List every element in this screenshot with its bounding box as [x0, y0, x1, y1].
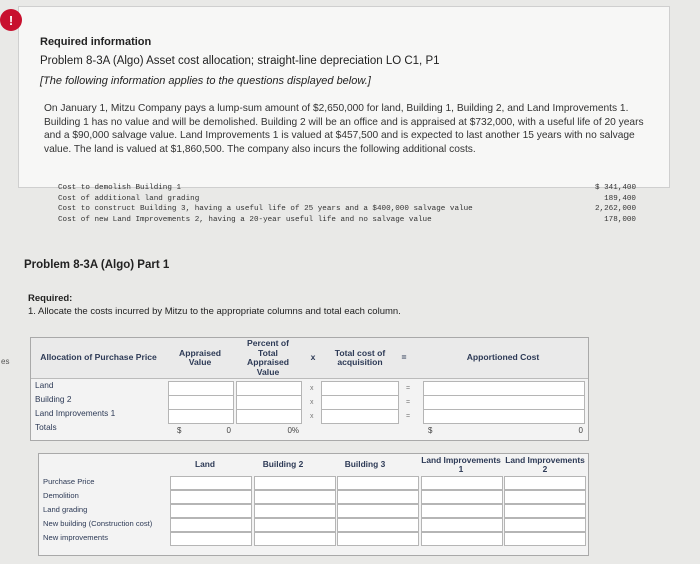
- appraised-input-land-improvements-1[interactable]: [168, 409, 234, 424]
- header-land-improvements-1: Land Improvements 1: [421, 454, 501, 474]
- input-new-improvements-land[interactable]: [170, 532, 252, 546]
- times-icon: x: [310, 399, 314, 406]
- row-label-demolition: Demolition: [43, 491, 79, 500]
- input-demolition-land-improvements-2[interactable]: [504, 490, 586, 504]
- input-new-improvements-land-improvements-1[interactable]: [421, 532, 503, 546]
- input-purchase-price-building-3[interactable]: [337, 476, 419, 490]
- totals-dollar-sign: $: [177, 426, 182, 435]
- header-total-cost: Total cost of acquisition: [334, 347, 386, 367]
- totals-percent-value: 0%: [287, 426, 299, 435]
- required-text: 1. Allocate the costs incurred by Mitzu to the appropriate columns and total each column.: [28, 306, 401, 317]
- cost-row: Cost of additional land grading 189,400: [58, 194, 636, 203]
- equals-icon: =: [406, 413, 411, 420]
- percent-input-building-2[interactable]: [236, 395, 302, 410]
- apportioned-input-land[interactable]: [423, 381, 585, 396]
- input-new-building-land-improvements-2[interactable]: [504, 518, 586, 532]
- input-new-building-land-improvements-1[interactable]: [421, 518, 503, 532]
- input-purchase-price-land-improvements-2[interactable]: [504, 476, 586, 490]
- header-equals-icon: =: [401, 352, 407, 363]
- input-demolition-land-improvements-1[interactable]: [421, 490, 503, 504]
- input-purchase-price-land[interactable]: [170, 476, 252, 490]
- equals-icon: =: [406, 385, 411, 392]
- totals-apportioned-value: 0: [578, 426, 583, 435]
- times-icon: x: [310, 385, 314, 392]
- required-information-title: Required information: [40, 36, 152, 48]
- header-allocation: Allocation of Purchase Price: [40, 352, 157, 363]
- input-demolition-land[interactable]: [170, 490, 252, 504]
- appraised-input-land[interactable]: [168, 381, 234, 396]
- total-cost-input-land-improvements-1[interactable]: [321, 409, 399, 424]
- totals-dollar-sign: $: [428, 426, 433, 435]
- apportioned-input-building-2[interactable]: [423, 395, 585, 410]
- input-new-improvements-land-improvements-2[interactable]: [504, 532, 586, 546]
- input-purchase-price-building-2[interactable]: [254, 476, 336, 490]
- input-demolition-building-2[interactable]: [254, 490, 336, 504]
- applies-note: [The following information applies to the questions displayed below.]: [40, 75, 371, 87]
- apportioned-input-land-improvements-1[interactable]: [423, 409, 585, 424]
- cost-row: Cost of new Land Improvements 2, having a 20-year useful life and no salvage value 178,000: [58, 215, 636, 224]
- row-label-totals: Totals: [35, 422, 57, 432]
- input-new-improvements-building-3[interactable]: [337, 532, 419, 546]
- equals-icon: =: [406, 399, 411, 406]
- appraised-input-building-2[interactable]: [168, 395, 234, 410]
- input-new-building-building-2[interactable]: [254, 518, 336, 532]
- header-building-2: Building 2: [262, 459, 304, 470]
- problem-title: Problem 8-3A (Algo) Asset cost allocation; straight-line depreciation LO C1, P1: [40, 55, 440, 67]
- input-land-grading-land[interactable]: [170, 504, 252, 518]
- input-new-building-building-3[interactable]: [337, 518, 419, 532]
- header-land-improvements-2: Land Improvements 2: [505, 454, 585, 474]
- input-purchase-price-land-improvements-1[interactable]: [421, 476, 503, 490]
- total-cost-input-building-2[interactable]: [321, 395, 399, 410]
- row-label-land-improvements-1: Land Improvements 1: [35, 408, 116, 418]
- row-label-land-grading: Land grading: [43, 505, 88, 514]
- input-new-building-land[interactable]: [170, 518, 252, 532]
- allocation-table: [30, 337, 589, 441]
- cost-row: Cost to construct Building 3, having a useful life of 25 years and a $400,000 salvage value 2,262,000: [58, 205, 636, 214]
- header-times-icon: x: [310, 352, 316, 363]
- row-label-new-improvements: New improvements: [43, 533, 108, 542]
- input-demolition-building-3[interactable]: [337, 490, 419, 504]
- input-land-grading-land-improvements-1[interactable]: [421, 504, 503, 518]
- percent-input-land[interactable]: [236, 381, 302, 396]
- row-label-purchase-price: Purchase Price: [43, 477, 95, 486]
- header-building-3: Building 3: [344, 459, 386, 470]
- part-title: Problem 8-3A (Algo) Part 1: [24, 259, 170, 271]
- side-mark: es: [1, 357, 10, 366]
- percent-input-land-improvements-1[interactable]: [236, 409, 302, 424]
- information-card: [18, 6, 670, 188]
- additional-costs-list: [58, 183, 642, 225]
- input-new-improvements-building-2[interactable]: [254, 532, 336, 546]
- header-apportioned-cost: Apportioned Cost: [466, 352, 540, 363]
- total-cost-input-land[interactable]: [321, 381, 399, 396]
- cost-row: Cost to demolish Building 1 $ 341,400: [58, 184, 636, 192]
- header-land: Land: [194, 459, 215, 470]
- row-label-land: Land: [35, 380, 54, 390]
- input-land-grading-building-3[interactable]: [337, 504, 419, 518]
- required-label: Required:: [28, 293, 73, 304]
- header-appraised-value: Appraised Value: [178, 347, 222, 367]
- input-land-grading-land-improvements-2[interactable]: [504, 504, 586, 518]
- header-percent-total: Percent of Total Appraised Value: [246, 338, 290, 377]
- cost-allocation-table: [38, 453, 589, 556]
- problem-paragraph: On January 1, Mitzu Company pays a lump-sum amount of $2,650,000 for land, Building 1, Building 2, and Land Improvements 1. Building 1 has no value and will be demolished. Building 2 will be an office and is appraised at $732,000, with a useful life of 20 years and a $90,000 salvage value. Land Improvements 1 is valued at $457,500 and is expected to last another 15 years with no salvage value. The land is valued at $1,860,500. The company also incurs the following additional costs.: [44, 103, 644, 155]
- alert-icon: !: [0, 9, 22, 31]
- input-land-grading-building-2[interactable]: [254, 504, 336, 518]
- row-label-building-2: Building 2: [35, 394, 72, 404]
- times-icon: x: [310, 413, 314, 420]
- totals-appraised-value: 0: [226, 426, 231, 435]
- allocation-table-header: [31, 338, 588, 379]
- row-label-new-building: New building (Construction cost): [43, 519, 153, 528]
